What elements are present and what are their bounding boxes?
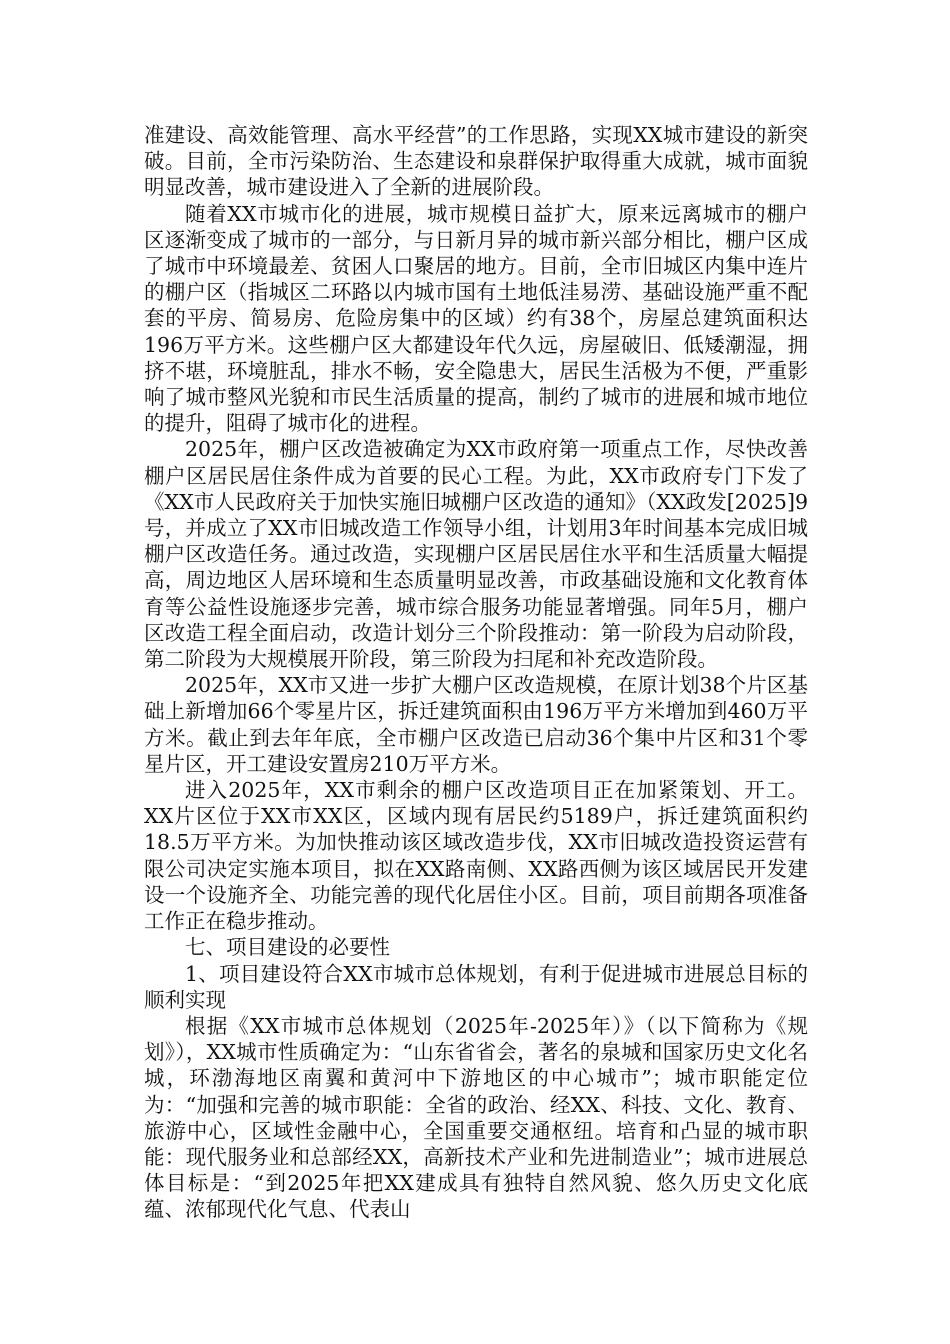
subheading-planning-compliance: 1、项目建设符合XX市城市总体规划，有利于促进城市进展总目标的顺利实现: [144, 961, 808, 1012]
paragraph-renovation-launch: 2025年，棚户区改造被确定为XX市政府第一项重点工作，尽快改善棚户区居民居住条件成为首要的民心工程。为此，XX市政府专门下发了《XX市人民政府关于加快实施旧城棚户区改造的通知》（XX政发[2025]9号，并成立了XX市旧城改造工作领导小组，计划用3年时间基本完成旧城棚户区改造任务。通过改造，实现棚户区居民居住水平和生活质量大幅提高，周边地区人居环境和生态质量明显改善，市政基础设施和文化教育体育等公益性设施逐步完善，城市综合服务功能显著增强。同年5月，棚户区改造工程全面启动，改造计划分三个阶段推动：第一阶段为启动阶段，第二阶段为大规模展开阶段，第三阶段为扫尾和补充改造阶段。: [144, 437, 808, 672]
paragraph-shantytown-background: 随着XX市城市化的进展，城市规模日益扩大，原来远离城市的棚户区逐渐变成了城市的一部分，与日新月异的城市新兴部分相比，棚户区成了城市中环境最差、贫困人口聚居的地方。目前，全市旧城区内集中连片的棚户区（指城区二环路以内城市国有土地低洼易涝、基础设施严重不配套的平房、简易房、危险房集中的区域）约有38个，房屋总建筑面积达196万平方米。这些棚户区大都建设年代久远，房屋破旧、低矮潮湿，拥挤不堪，环境脏乱，排水不畅，安全隐患大，居民生活极为不便，严重影响了城市整风光貌和市民生活质量的提高，制约了城市的进展和城市地位的提升，阻碍了城市化的进程。: [144, 201, 808, 436]
section-heading-necessity: 七、项目建设的必要性: [185, 935, 390, 960]
paragraph-city-plan: 根据《XX市城市总体规划（2025年-2025年）》（以下简称为《规划》），XX城市性质确定为：“山东省省会，著名的泉城和国家历史文化名城，环渤海地区南翼和黄河中下游地区的中心城市”；城市职能定位为：“加强和完善的城市职能：全省的政治、经XX、科技、文化、教育、旅游中心，区域性金融中心，全国重要交通枢纽。培育和凸显的城市职能：现代服务业和总部经XX，高新技术产业和先进制造业”；城市进展总体目标是：“到2025年把XX建成具有独特自然风貌、悠久历史文化底蕴、浓郁现代化气息、代表山: [144, 1013, 808, 1222]
paragraph-continued: 准建设、高效能管理、高水平经营”的工作思路，实现XX城市建设的新突破。目前，全市污染防治、生态建设和泉群保护取得重大成就，城市面貌明显改善，城市建设进入了全新的进展阶段。: [144, 123, 808, 200]
paragraph-renovation-expansion: 2025年，XX市又进一步扩大棚户区改造规模，在原计划38个片区基础上新增加66个零星片区，拆迁建筑面积由196万平方米增加到460万平方米。截止到去年年底，全市棚户区改造已启动36个集中片区和31个零星片区，开工建设安置房210万平方米。: [144, 673, 808, 776]
paragraph-project-overview: 进入2025年，XX市剩余的棚户区改造项目正在加紧策划、开工。XX片区位于XX市XX区，区域内现有居民约5189户，拆迁建筑面积约18.5万平方米。为加快推动该区域改造步伐，XX市旧城改造投资运营有限公司决定实施本项目，拟在XX路南侧、XX路西侧为该区域居民开发建设一个设施齐全、功能完善的现代化居住小区。目前，项目前期各项准备工作正在稳步推动。: [144, 778, 808, 934]
document-body: [144, 122, 808, 1223]
